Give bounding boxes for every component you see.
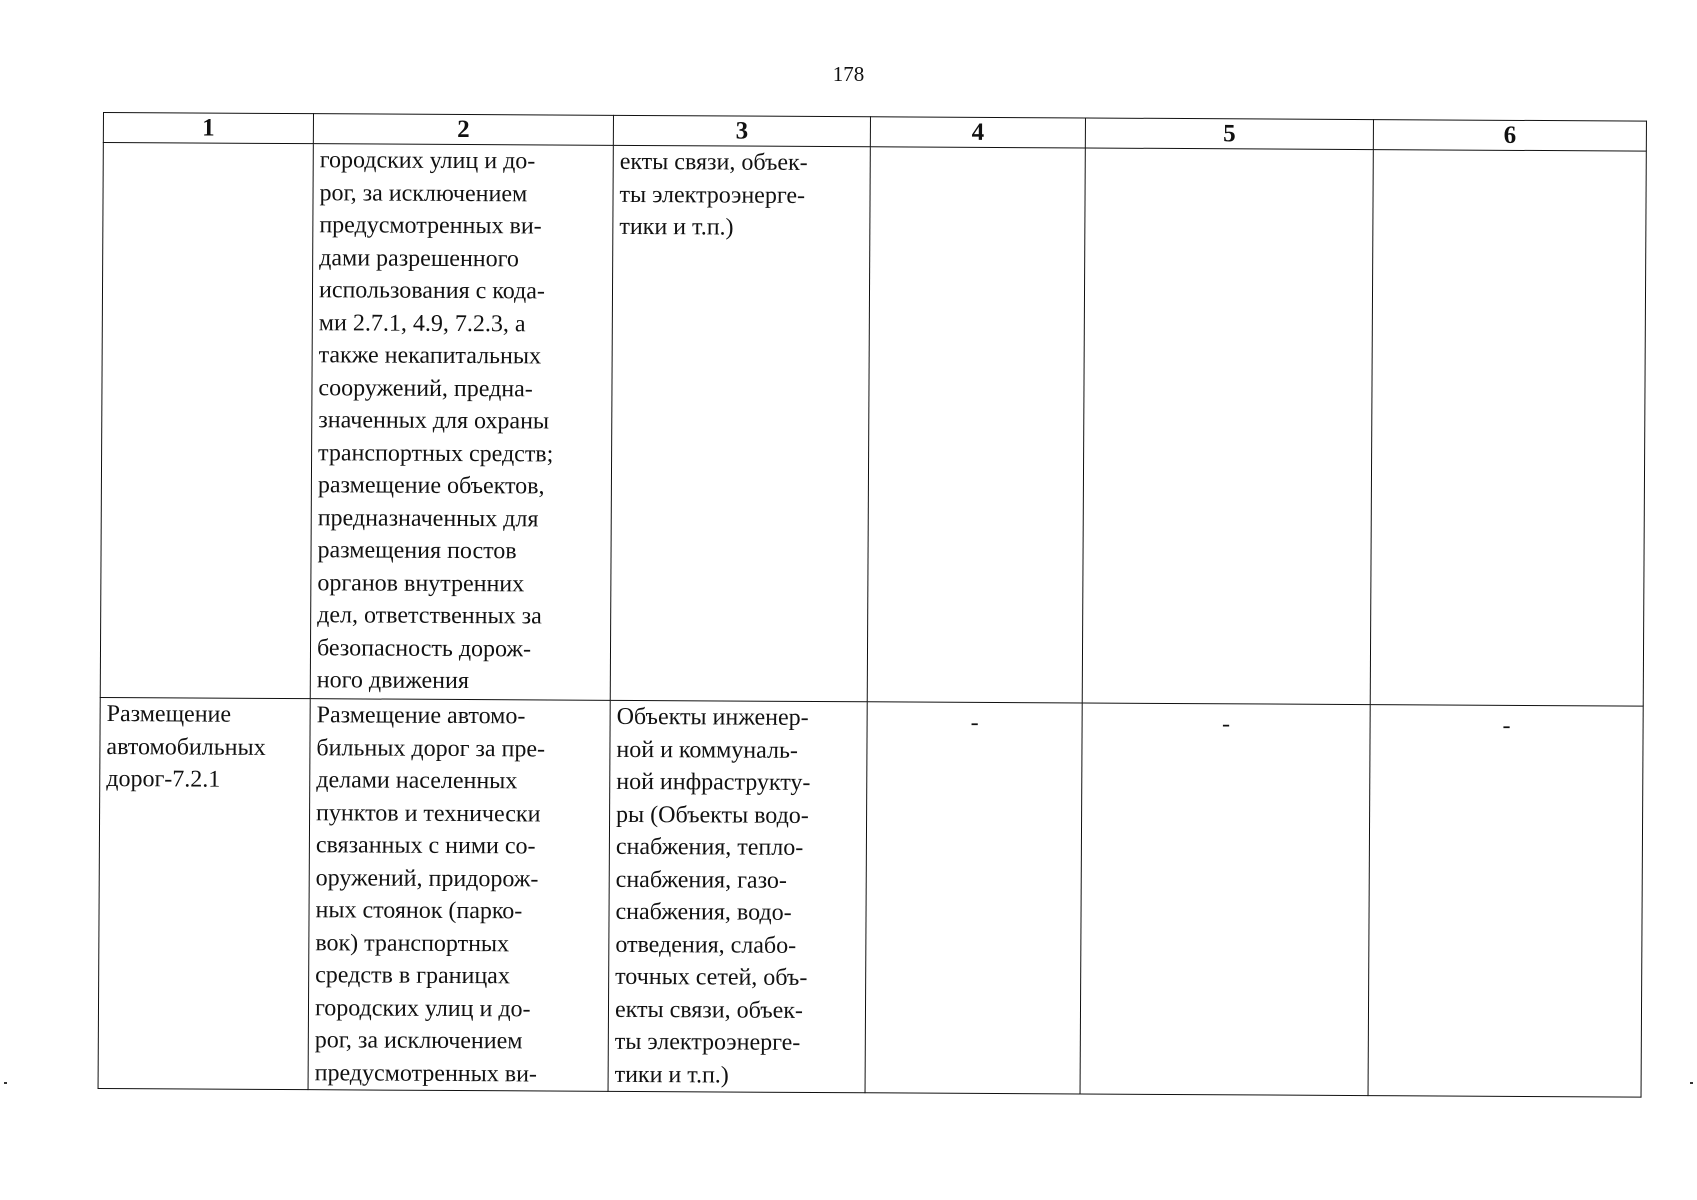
table-cell — [100, 143, 313, 699]
cell-text — [1380, 150, 1640, 151]
column-header-4: 4 — [870, 117, 1085, 148]
cell-text — [1092, 149, 1367, 151]
cell-text: городских улиц и до- рог, за исключением предусмотренных ви- дами разрешенного использования с кода- ми 2.7.1, 4.9, 7.2.3, а также некапитальных сооружений, предна- значенных для охраны транспортных средств; размещение объектов, предназначенных для размещения постов органов внутренних дел, ответственных за безопасность дорож- ного движения — [316, 147, 554, 695]
page-number: 178 — [832, 62, 865, 86]
cell-text: Размещение автомобильных дорог-7.2.1 — [106, 701, 266, 793]
table-cell — [1370, 150, 1646, 707]
column-header-2: 2 — [313, 114, 613, 146]
cell-text: - — [1222, 711, 1231, 738]
scan-mark-right — [1690, 1082, 1693, 1084]
cell-text: Размещение автомо- бильных дорог за пре- делами населенных пунктов и технически связанных с ними со- оружений, придорож- ных стоянок (парко- вок) транспортных средств в границах городских улиц и до- рог, за исключением предусмотренных ви- — [314, 702, 546, 1087]
cell-text: екты связи, объек- ты электроэнерге- тики и т.п.) — [619, 148, 808, 241]
table-cell — [1368, 705, 1643, 1098]
table-cell — [1082, 148, 1373, 705]
table-cell — [610, 145, 870, 701]
column-header-5: 5 — [1085, 118, 1373, 150]
column-header-1: 1 — [103, 113, 313, 144]
table-cell — [865, 702, 1082, 1094]
land-use-table — [98, 112, 1647, 1098]
cell-text — [877, 147, 1079, 148]
table-cell — [1080, 703, 1370, 1096]
column-header-6: 6 — [1373, 120, 1646, 152]
table-row — [98, 697, 1643, 1097]
table-cell — [308, 699, 610, 1092]
table-cell — [867, 147, 1085, 703]
scan-mark-left — [4, 1082, 7, 1084]
cell-text: Объекты инженер- ной и коммуналь- ной инфраструкту- ры (Объекты водо- снабжения, тепло- снабжения, газо- снабжения, водо- отведения, слабо- точных сетей, объ- екты связи, объек- ты электроэнерге- тики и т.п.) — [614, 703, 811, 1089]
table-cell — [310, 144, 613, 701]
table-row — [100, 143, 1646, 707]
cell-text: - — [1502, 712, 1511, 739]
table-cell — [98, 697, 310, 1089]
cell-text — [110, 143, 307, 144]
column-header-3: 3 — [613, 115, 870, 146]
table-cell — [608, 700, 867, 1092]
cell-text: - — [970, 709, 979, 736]
table-container — [98, 112, 1647, 1098]
